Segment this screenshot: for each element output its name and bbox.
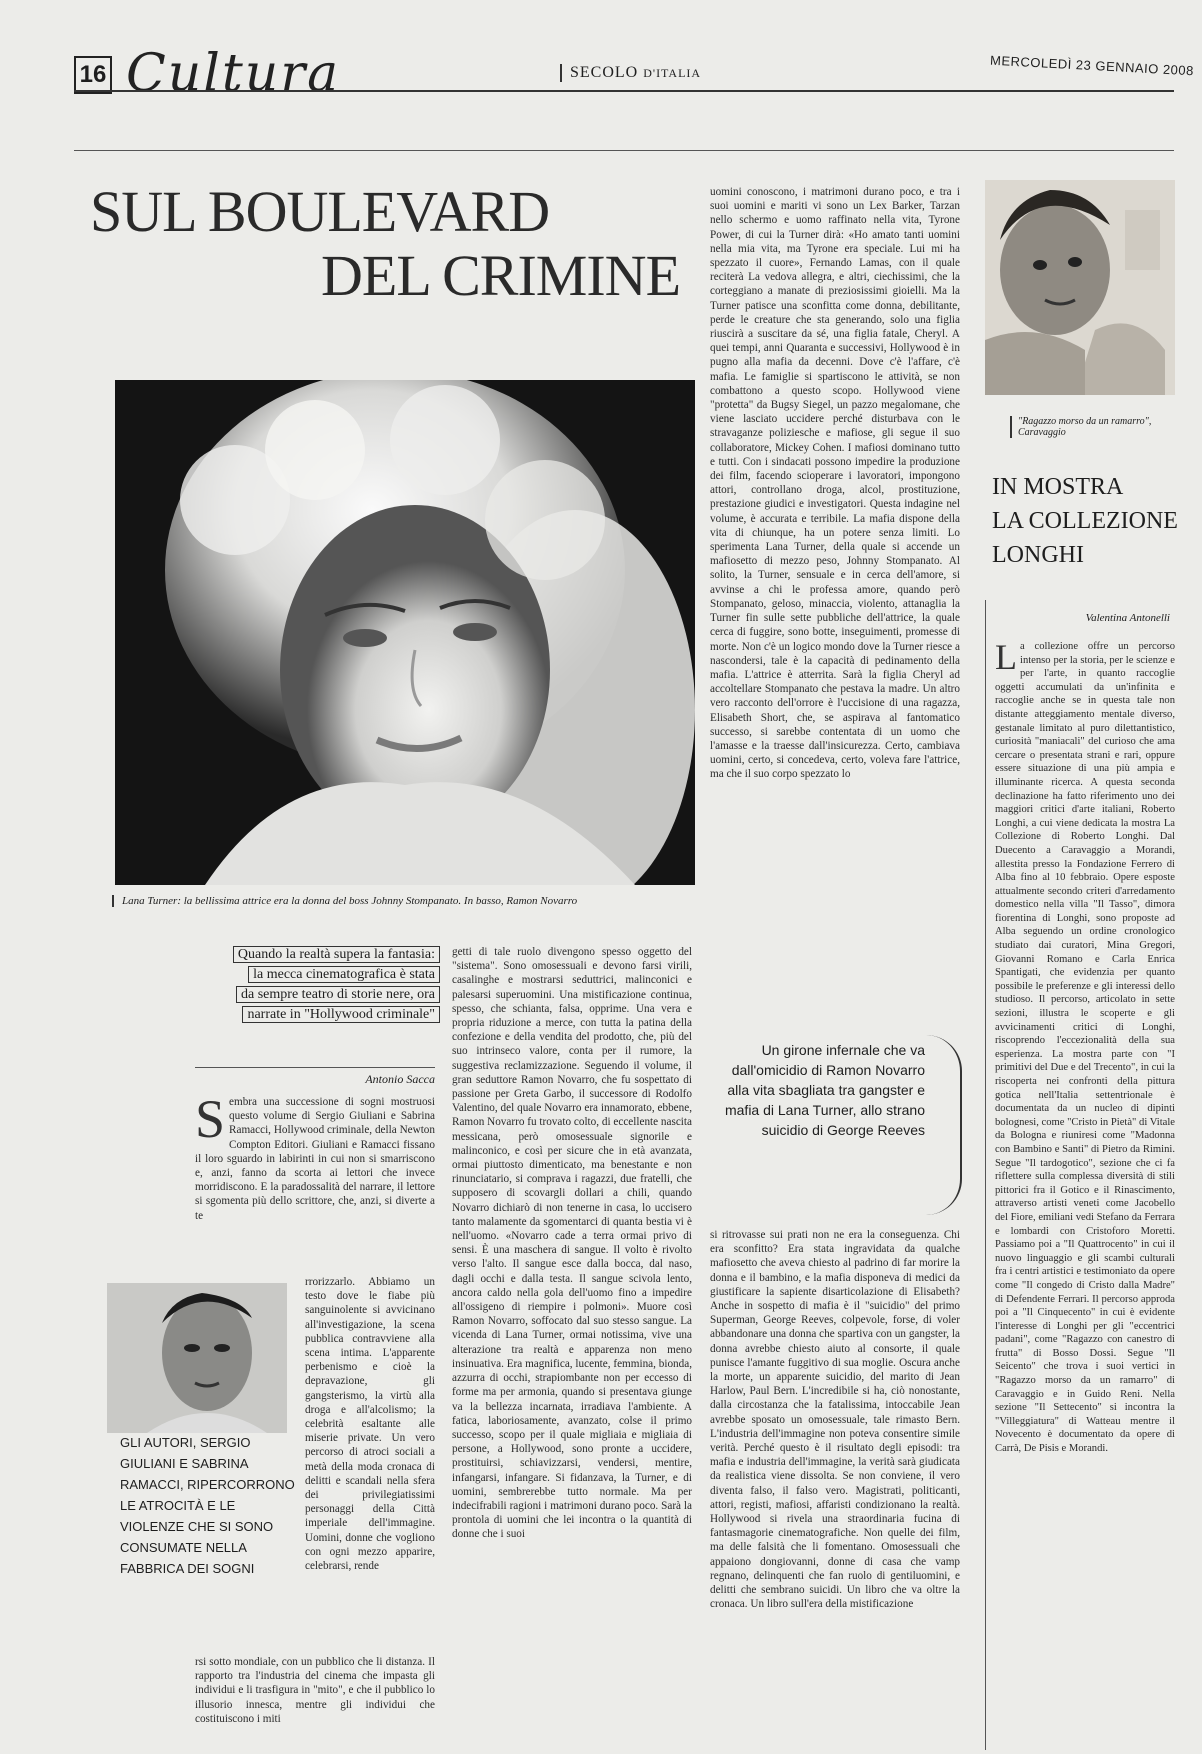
article-subhead — [190, 945, 440, 1025]
article-column-1 — [195, 1095, 435, 1275]
column-2-text: getti di tale ruolo divengono spesso oggetto del "sistema". Sono omosessuali e devono farsi virili, casalinghe e mostrarsi seduttrici, malinconici e palesarsi superuomini. Una mistificazione continua, spesso, che schianta, falsa, opprime. Una vera e propria riduzione a merce, con tutta la patina della confezione e della vendita del prodotto, che, più del suo intrinseco valore, conta per il rumore, la suggestiva reclamizzazione. Seguendo il volume, il gran seduttore Ramon Novarro, che fu sospettato di passione per Greta Garbo, il successore di Rodolfo Valentino, del quale Novarro era innamorato, ebbene, Ramon Novarro fu trovato colto, di eccellente nascita messicana, però omosessuale signorile e malinconico, e così per sicure che in età avanzata, ormai piuttosto dimenticato, ma benestante e non rinunciatario, si comprava i ragazzi, due fratelli, che supposero di scovargli dollari a chili, quando Novarro dichiarò di non tenerne in casa, lo uccisero tanto malamente da sgomentarci di quanta bestia vi è nell'uomo. «Novarro cade a terra ormai privo di sensi. È una maschera di sangue. Il volto è rivolto verso l'alto. Il sangue esce dalla bocca, dal naso, dagli occhi e dalla testa. Il sangue scivola lento, ancora caldo nella gola dell'uomo fino a impedire all'ossigeno di riempire i polmoni». Muore così Ramon Novarro, soffocato dal suo stesso sangue. La vicenda di Lana Turner, ormai notissima, vive una alterazione tra realtà e apparenza non meno insinuativa. Era magnifica, lucente, femmina, bionda, azzurra di occhi, strapiombante non per eccesso di forme ma per armonia, quando si presentava giunge va la bellezza incarnata, irradiava l'ambiente. A fatica, laboriosamente, avanzato, colse il primo successo, scopo per il quale migliaia e migliaia di persone, a Hollywood, sono pronte a uccidere, prostituirsi, schiavizzarsi, vendersi, mentire, infangarsi, infangare. Si fidanzava, la Turner, e di uomini, sembrerebbe tutto normale. Ma per indecifrabili ragioni i matrimoni durano poco. Sarà la prontola di uomini che lei incontra o la quantità di donne che i suoi — [452, 946, 692, 1541]
article-column-3 — [710, 185, 960, 1005]
ramon-novarro-portrait-icon — [107, 1283, 287, 1433]
article-column-1-bottom — [195, 1655, 435, 1745]
sidebar-photo-caption: "Ragazzo morso da un ramarro", Caravaggio — [1010, 416, 1188, 438]
subhead-line-4: narrate in "Hollywood criminale" — [242, 1006, 440, 1023]
headline-line-1: SUL BOULEVARD — [90, 179, 550, 244]
subhead-line-2: la mecca cinematografica è stata — [248, 966, 440, 983]
subhead-line-3: da sempre teatro di storie nere, ora — [236, 986, 440, 1003]
sidebar-title — [992, 470, 1182, 572]
issue-date: MERCOLEDÌ 23 GENNAIO 2008 — [989, 52, 1195, 79]
article-column-2 — [452, 945, 692, 1745]
main-photo-caption: Lana Turner: la bellissima attrice era la donna del boss Johnny Stompanato. In basso, Ramon Novarro — [112, 895, 722, 907]
article-byline: Antonio Sacca — [195, 1067, 435, 1087]
masthead-rule — [74, 90, 1174, 92]
caravaggio-painting-icon — [985, 180, 1175, 395]
caravaggio-painting — [985, 180, 1175, 395]
article-column-3-bottom — [710, 1228, 960, 1743]
column-1-text-bottom: rsi sotto mondiale, con un pubblico che li distanza. Il rapporto tra l'industria del cinema che impasta gli individui e li trasfigura in "mito", e che il pubblico lo illusorio innesca, mentre gli individui che costituiscono i miti — [195, 1656, 435, 1725]
headline-line-2: DEL CRIMINE — [321, 242, 680, 308]
small-photo-caption: GLI AUTORI, SERGIO GIULIANI E SABRINA RAMACCI, RIPERCORRONO LE ATROCITÀ E LE VIOLENZE CHE SI SONO CONSUMATE NELLA FABBRICA DEI SOGNI — [120, 1435, 295, 1576]
page-number: 16 — [74, 56, 112, 94]
sidebar-title-line-1: IN MOSTRA — [992, 474, 1124, 500]
column-3-text: uomini conoscono, i matrimoni durano poco, e tra i suoi uomini e mariti vi sono un Lex Barker, Tarzan nello schermo e uomo raffinato nella vita, Tyrone Power, di cui la Turner dirà: «Ho amato tanti uomini nella mia vita, ma Tyrone era speciale. Lui mi ha spezzato il cuore», Fernando Lamas, con il quale reciterà La vedova allegra, e altri, ciechissimi, che la corteggiano a manate di preziosissimi gioielli. Ma la Turner patisce una sconfitta come donna, debilitante, perde le creature che sta generando, solo una figlia riuscirà a suscitare da sé, una figlia fatale, Cheryl. A quei tempi, anni Quaranta e successivi, Hollywood è in pugno alla mafia da decenni. Dove c'è l'affare, c'è mafia. Le famiglie si spartiscono le attività, se non combattono a questo scopo. Hollywood viene "protetta" da Bugsy Siegel, un pazzo megalomane, che viene lasciato uccidere perché disturbava con le stravaganze poliziesche e mafiose, gli segue il suo collaboratore, Mickey Cohen. I mafiosi dominano tutto e tutti. Con i sindacati possono impedire la produzione dei film, facendo scioperare i lavoratori, impongono attori, controllano droga, alcol, prostituzione, prestazione giudici e investigatori. Questa indagine nel volume, è accurata e terribile. La mafia dispone della vita di chiunque, ha un potere senza limiti. Lo sperimenta Lana Turner, della quale si accende un mafiosetto di mezzo peso, Johnny Stompanato. Al solito, la Turner, sensuale e in cerca dell'amore, si avvinse a chi le professa amore, quando però Stompanato, geloso, minaccia, violento, attanaglia la Turner fin sulle sette pubbliche dell'attrice, la quale cerca di fuggire, sono botte, inseguimenti, promesse di morte. Non c'è un logico mondo dove la Turner riesce a nascondersi, tale è la capacità di pedinamento della mafia. L'attrice è atterrita. Sarà la figlia Cheryl ad accoltellare Stompanato che pestava la madre. Un altro vero racconto dell'orrore è l'uccisione di una ragazza, Elisabeth Short, che, se aspirava al fantomatico successo, si sarebbe contentata di un uomo che l'amasse e la traesse dall'insicurezza. Certo, cambiava uomini, certo, si concedeva, certo, voleva fare l'attrice, ma che il suo corpo spezzato lo — [710, 186, 960, 781]
section-rule — [74, 150, 1174, 151]
newspaper-name-main: SECOLO — [570, 64, 639, 81]
article-dropcap: S — [195, 1095, 226, 1149]
sidebar-byline: Valentina Antonelli — [1085, 612, 1170, 624]
article-headline — [90, 180, 690, 308]
newspaper-name — [560, 64, 701, 82]
newspaper-name-suffix: D'ITALIA — [643, 66, 702, 80]
article-column-1-continued — [305, 1275, 435, 1655]
column-3-bottom-text: si ritrovasse sui prati non ne era la conseguenza. Chi era sconfitto? Era stata ingravidata da qualche mafiosetto che aveva chiesto al padrino di far morire la donna e il bambino, e la mafia disponeva di medici da giustificare la sapiente disarticolazione di Elisabeth? Anche in sospetto di mafia è il "suicidio" del primo Superman, George Reeves, colpevole, forse, di voler abbandonare una donna che spartiva con un gangster, la donna avrebbe chiesto aiuto al consorte, il quale punisce l'amante fuggitivo di sua moglie. Oscura anche la morte, un apparente suicidio, del marito di Jean Harlow, Paul Bern. L'incredibile si ha, ciò nonostante, dalla circostanza che la fatalissima, intoccabile Jean avrebbe sposato un omosessuale, tale rimasto Bern. L'industria dell'immagine non poteva consentire simile verità. Perché questo è il risultato degli episodi: tra mafia e industria dell'immagine, la verità sarà giudicata da realistica viene dissolta. Se non conviene, il vero diventa falso, il falso vero. Magistrati, politicanti, attori, registi, mafiosi, affaristi condizionano la realtà. Hollywood si rivela una straordinaria fucina di fantasmagorie cinematografiche. Non quelle dei film, ma delle falsità che li fomentano. Omosessuali che appaiono dongiovanni, donne di casa che vamp regnano, delinquenti che fan ruolo di gentiluomini, e delitti che sembrano suicidi. Un libro che va oltre la cronaca. Un libro sull'era della mistificazione — [710, 1229, 960, 1611]
lana-turner-portrait-icon — [115, 380, 695, 885]
column-1-text: embra una successione di sogni mostruosi questo volume di Sergio Giuliani e Sabrina Ramacci, Hollywood criminale, della Newton Compton Editori. Giuliani e Ramacci fissano il loro sguardo in labirinti in cui non si smarriscono e, anzi, fanno da scorta ai lettori che invece morridiscono. E la paradossalità del narrare, il lettore si sgomenta più dello scrittore, che, anzi, si diverte a te — [195, 1096, 435, 1222]
sidebar-title-line-2: LA COLLEZIONE — [992, 508, 1178, 534]
pull-quote-bracket — [926, 1035, 962, 1215]
lana-turner-photo — [115, 380, 695, 885]
section-title: Cultura — [126, 44, 341, 104]
sidebar-text: a collezione offre un percorso intenso per la storia, per le scienze e per l'arte, in quanto raccoglie oggetti accumulati da un'infinita e raccoglie anche se in questa tale non distante atteggiamento mentale diverso, gestanale limitato al puro dilettantistico, curiosità "maniacali" del curioso che ama cercare o presentata strani e rari, oppure essere situazione di una più ampia e illuminante ricerca. A questa seconda declinazione ha fatto riferimento uno dei maggiori critici d'arte italiani, Roberto Longhi, a cui viene dedicata la mostra La Collezione di Roberto Longhi. Dal Duecento a Caravaggio a Morandi, allestita presso la Fondazione Ferrero di Alba fino al 10 febbraio. Opere esposte attualmente secondo criteri d'arredamento domestico nella villa "Il Tasso", dimora fiorentina di Longhi, sono proposte ad Alba seguendo un ordine cronologico studiato dai curatori, Mina Gregori, Giovanni Romano e Carla Enrica Spantigati, che evidenzia per quanto possibile le preferenze e gli interessi dello studioso. Il percorso, articolato in sette sezioni, illustra le scoperte e gli avvicinamenti critici di Longhi, riscoprendo l'eccezionalità della sua esperienza. La mostra parte con "I primitivi del Due e del Trecento", in cui la riscoperta nei confronti della pittura gotica nell'Italia settentrionale è documentata da un nucleo di dipinti bolognesi, come "Cristo in Pietà" di Vitale da Bologna e riuniresi come "Madonna con Bambino e Santi" di Pietro da Rimini. Segue "Il tardogotico", sezione che ci fa riflettere sulla complessa diversità di stili pittorici fra il Gotico e il Rinascimento, attraverso artisti veneti come Jacobello del Fiore, emiliani vedi Stefano da Ferrara e lombardi con Cristoforo Moretti. Passiamo poi a "Il Quattrocento" in cui il nuovo linguaggio e gli scambi culturali fra i centri artistici e testimoniato da opere come "Il congedo di Cristo dalla Madre" di Defendente Ferrari. Il percorso approda poi a "Il Cinquecento" in cui è evidente l'interesse di Longhi per gli "eccentrici padani", come "Ragazzo con canestro di frutta" di Bosso Dossi. Segue "Il Seicento" che trova i suoi vertici in "Ragazzo morso da un ramarro" di Caravaggio e in Guido Reni. Nella sezione "Il Settecento" si incontra la "Villeggiatura" di Watteau mentre il Novecento è documentato da opere di Carrà, De Pisis e Morandi. — [995, 641, 1175, 1455]
ramon-novarro-photo — [107, 1283, 287, 1433]
sidebar-column — [995, 640, 1175, 1745]
subhead-line-1: Quando la realtà supera la fantasia: — [233, 946, 440, 963]
column-1-text-cont: rrorizzarlo. Abbiamo un testo dove le fiabe più sanguinolente si avvicinano all'investigazione, la scena pubblica contravviene alla scena intima. L'apparente perbenismo e cioè la depravazione, gli gangsterismo, la virtù alla droga e all'alcolismo; la celebrità esaltante alle miserie private. Un vero percorso di atroci sociali a metà della moda cronaca di delitti e scandali nella sfera dei privilegiatissimi personaggi della Città imperiale dell'immagine. Uomini, donne che vogliono con ogni mezzo apparire, celebrarsi, rende — [305, 1276, 435, 1573]
sidebar-title-line-3: LONGHI — [992, 542, 1084, 568]
sidebar-dropcap: L — [995, 640, 1017, 677]
pull-quote: Un girone infernale che va dall'omicidio di Ramon Novarro alla vita sbagliata tra gangster e mafia di Lana Turner, allo strano suicidio di George Reeves — [724, 1042, 925, 1138]
